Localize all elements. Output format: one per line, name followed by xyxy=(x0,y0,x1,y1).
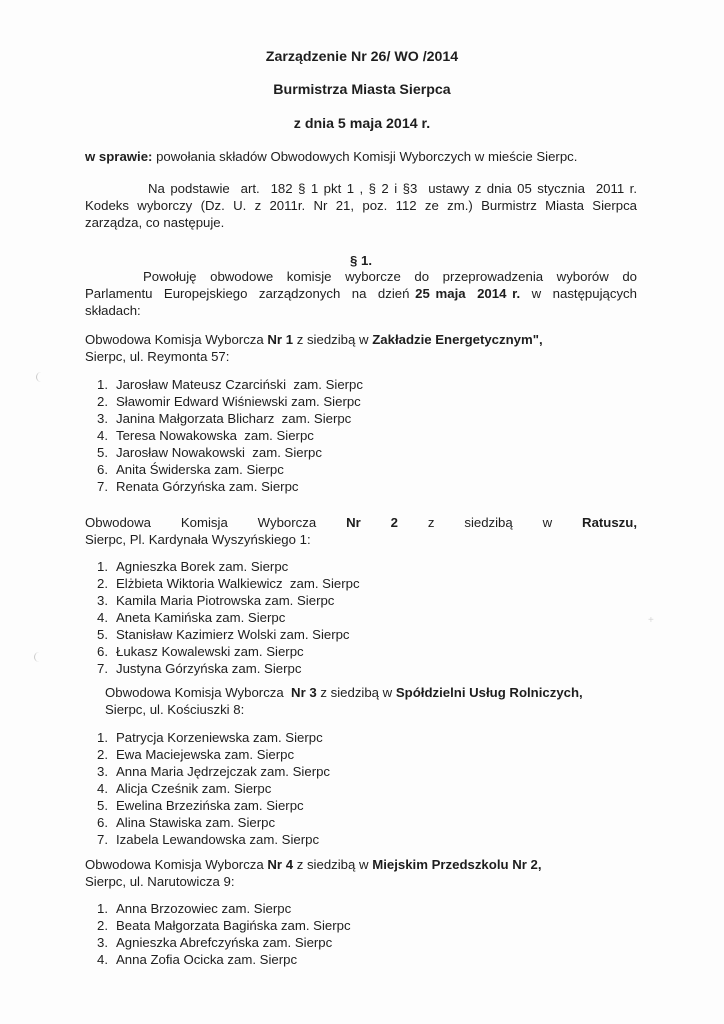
member-list-item xyxy=(84,814,330,831)
member-number: 3. xyxy=(97,935,108,950)
binder-hole-mark xyxy=(34,652,41,662)
member-list-item xyxy=(84,729,330,746)
member-name: Justyna Górzyńska zam. Sierpc xyxy=(116,661,302,676)
commission-2-address: Sierpc, Pl. Kardynała Wyszyńskiego 1: xyxy=(85,532,311,547)
member-name: Janina Małgorzata Blicharz zam. Sierpc xyxy=(116,411,352,426)
member-number: 1. xyxy=(97,377,108,392)
legal-basis-line-3: zarządza, co następuje. xyxy=(85,215,225,230)
member-name: Renata Górzyńska zam. Sierpc xyxy=(116,479,299,494)
member-name: Jarosław Mateusz Czarciński zam. Sierpc xyxy=(116,377,363,392)
member-list-item xyxy=(84,797,330,814)
subject-text: powołania składów Obwodowych Komisji Wyborczych w mieście Sierpc. xyxy=(152,149,578,164)
member-number: 2. xyxy=(97,747,108,762)
member-list-item xyxy=(84,410,363,427)
member-list-item xyxy=(84,917,351,934)
commission-3-members xyxy=(84,729,330,848)
member-number: 7. xyxy=(97,832,108,847)
commission-3-address: Sierpc, ul. Kościuszki 8: xyxy=(105,702,245,717)
member-name: Teresa Nowakowska zam. Sierpc xyxy=(116,428,314,443)
member-list-item xyxy=(84,609,360,626)
subject-label: w sprawie: xyxy=(85,149,153,164)
member-name: Elżbieta Wiktoria Walkiewicz zam. Sierpc xyxy=(116,576,360,591)
legal-basis xyxy=(85,180,637,231)
member-name: Patrycja Korzeniewska zam. Sierpc xyxy=(116,730,323,745)
member-number: 3. xyxy=(97,593,108,608)
commission-4-heading: Obwodowa Komisja Wyborcza Nr 4 z siedzibą w Miejskim Przedszkolu Nr 2, xyxy=(85,857,542,872)
member-list-item xyxy=(84,660,360,677)
member-number: 4. xyxy=(97,610,108,625)
member-number: 1. xyxy=(97,730,108,745)
member-name: Kamila Maria Piotrowska zam. Sierpc xyxy=(116,593,335,608)
commission-3-heading: Obwodowa Komisja Wyborcza Nr 3 z siedzibą w Spółdzielni Usług Rolniczych, xyxy=(105,685,583,700)
section-intro xyxy=(85,268,637,319)
member-name: Agnieszka Borek zam. Sierpc xyxy=(116,559,289,574)
member-number: 6. xyxy=(97,815,108,830)
member-number: 2. xyxy=(97,394,108,409)
commission-4-members xyxy=(84,900,351,968)
member-list-item xyxy=(84,376,363,393)
member-number: 2. xyxy=(97,918,108,933)
commission-4-address: Sierpc, ul. Narutowicza 9: xyxy=(85,874,235,889)
member-list-item xyxy=(84,831,330,848)
document-title: Zarządzenie Nr 26/ WO /2014 xyxy=(265,49,459,65)
member-name: Alicja Cześnik zam. Sierpc xyxy=(116,781,272,796)
member-number: 3. xyxy=(97,764,108,779)
member-number: 4. xyxy=(97,952,108,967)
commission-2-heading: Obwodowa Komisja Wyborcza Nr 2 z siedzibą w Ratuszu, xyxy=(85,515,637,530)
member-name: Alina Stawiska zam. Sierpc xyxy=(116,815,276,830)
legal-basis-line-1: Na podstawie art. 182 § 1 pkt 1 , § 2 i §3 ustawy z dnia 05 stycznia 2011 r. xyxy=(148,181,637,196)
member-number: 2. xyxy=(97,576,108,591)
member-number: 5. xyxy=(97,445,108,460)
member-list-item xyxy=(84,780,330,797)
member-number: 5. xyxy=(97,627,108,642)
member-list-item xyxy=(84,393,363,410)
document-issuer: Burmistrza Miasta Sierpca xyxy=(273,82,451,98)
member-list-item xyxy=(84,478,363,495)
member-list-item xyxy=(84,934,351,951)
member-name: Anita Świderska zam. Sierpc xyxy=(116,462,284,477)
document-date: z dnia 5 maja 2014 r. xyxy=(293,116,431,132)
binder-hole-mark xyxy=(36,372,43,382)
subject-line xyxy=(85,148,577,165)
member-list-item xyxy=(84,575,360,592)
member-name: Izabela Lewandowska zam. Sierpc xyxy=(116,832,320,847)
member-list-item xyxy=(84,900,351,917)
member-name: Anna Zofia Ocicka zam. Sierpc xyxy=(116,952,298,967)
scan-speck: + xyxy=(648,615,654,626)
member-number: 6. xyxy=(97,644,108,659)
commission-1-address: Sierpc, ul. Reymonta 57: xyxy=(85,349,230,364)
member-number: 5. xyxy=(97,798,108,813)
member-list-item xyxy=(84,427,363,444)
section-mark: § 1. xyxy=(350,253,372,268)
election-date: 25 maja 2014 r. xyxy=(415,286,521,301)
member-number: 1. xyxy=(97,901,108,916)
commission-1-members xyxy=(84,376,363,495)
member-number: 1. xyxy=(97,559,108,574)
member-number: 7. xyxy=(97,479,108,494)
member-name: Ewelina Brzezińska zam. Sierpc xyxy=(116,798,304,813)
section-intro-line-2: Parlamentu Europejskiego zarządzonych na dzień 25 maja 2014 r. w następujących xyxy=(85,286,637,301)
member-list-item xyxy=(84,592,360,609)
member-list-item xyxy=(84,746,330,763)
member-list-item xyxy=(84,643,360,660)
member-name: Anna Brzozowiec zam. Sierpc xyxy=(116,901,292,916)
section-intro-line-1: Powołuję obwodowe komisje wyborcze do przeprowadzenia wyborów do xyxy=(143,269,637,284)
member-name: Stanisław Kazimierz Wolski zam. Sierpc xyxy=(116,627,350,642)
member-name: Aneta Kamińska zam. Sierpc xyxy=(116,610,286,625)
member-number: 4. xyxy=(97,428,108,443)
member-number: 3. xyxy=(97,411,108,426)
member-name: Anna Maria Jędrzejczak zam. Sierpc xyxy=(116,764,331,779)
member-list-item xyxy=(84,461,363,478)
member-name: Beata Małgorzata Bagińska zam. Sierpc xyxy=(116,918,351,933)
member-list-item xyxy=(84,626,360,643)
member-list-item xyxy=(84,558,360,575)
section-intro-line-3: składach: xyxy=(85,303,141,318)
member-number: 4. xyxy=(97,781,108,796)
member-list-item xyxy=(84,444,363,461)
member-number: 7. xyxy=(97,661,108,676)
commission-2-members xyxy=(84,558,360,677)
member-name: Ewa Maciejewska zam. Sierpc xyxy=(116,747,295,762)
member-number: 6. xyxy=(97,462,108,477)
member-name: Sławomir Edward Wiśniewski zam. Sierpc xyxy=(116,394,361,409)
member-name: Łukasz Kowalewski zam. Sierpc xyxy=(116,644,304,659)
commission-1-heading: Obwodowa Komisja Wyborcza Nr 1 z siedzibą w Zakładzie Energetycznym", xyxy=(85,332,543,347)
member-list-item xyxy=(84,951,351,968)
member-name: Jarosław Nowakowski zam. Sierpc xyxy=(116,445,322,460)
member-name: Agnieszka Abrefczyńska zam. Sierpc xyxy=(116,935,333,950)
member-list-item xyxy=(84,763,330,780)
legal-basis-line-2: Kodeks wyborczy (Dz. U. z 2011r. Nr 21, poz. 112 ze zm.) Burmistrz Miasta Sierpca xyxy=(85,198,637,213)
